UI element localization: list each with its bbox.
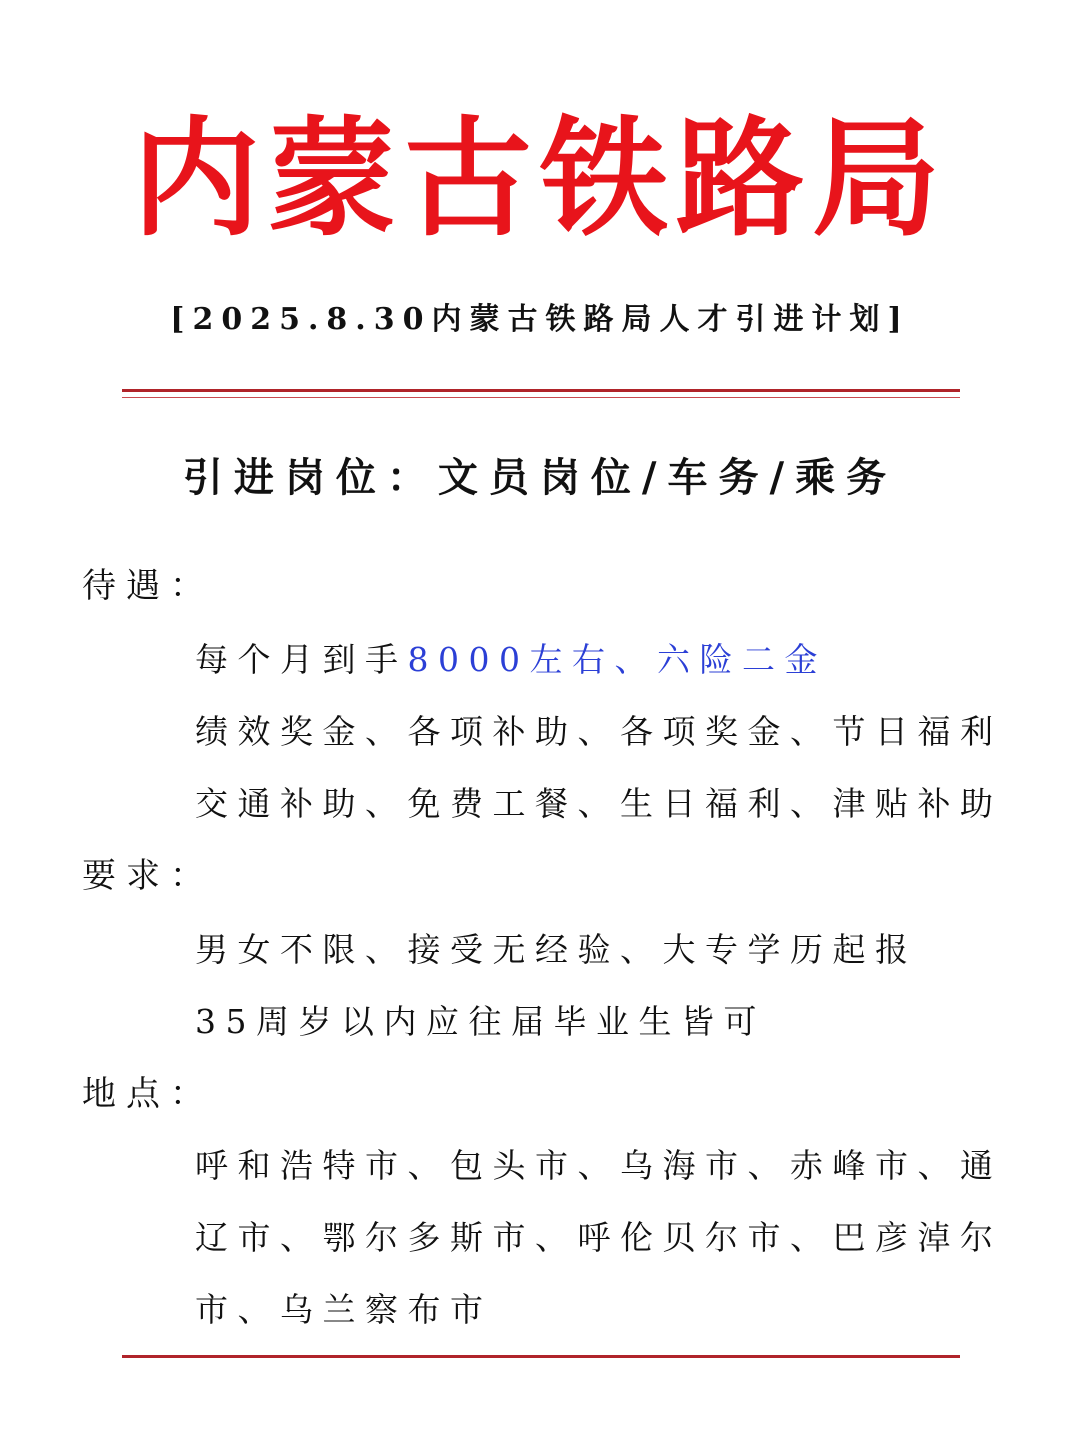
header-divider-thick	[122, 389, 960, 392]
salary-prefix: 每个月到手	[195, 640, 408, 679]
requirements-label: 要求：	[82, 856, 214, 896]
salary-line	[195, 635, 827, 685]
benefits-line: 交通补助、免费工餐、生日福利、津贴补助	[195, 784, 1003, 823]
footer-divider	[122, 1355, 960, 1358]
requirements-line: 男女不限、接受无经验、大专学历起报	[195, 930, 918, 969]
salary-highlight: 8000左右、六险二金	[407, 640, 827, 679]
page-title: 内蒙古铁路局	[131, 105, 948, 254]
benefits-line: 绩效奖金、各项补助、各项奖金、节日福利	[195, 712, 1003, 751]
header-divider-thin	[122, 397, 960, 398]
location-line: 辽市、鄂尔多斯市、呼伦贝尔市、巴彦淖尔	[195, 1218, 1003, 1257]
plan-subtitle: [2025.8.30内蒙古铁路局人才引进计划]	[170, 302, 910, 337]
requirements-line: 35周岁以内应往届毕业生皆可	[195, 1002, 766, 1041]
location-label: 地点：	[82, 1074, 214, 1114]
location-line: 市、乌兰察布市	[195, 1290, 493, 1329]
benefits-label: 待遇：	[82, 566, 214, 606]
positions-heading: 引进岗位：文员岗位/车务/乘务	[182, 454, 898, 501]
location-line: 呼和浩特市、包头市、乌海市、赤峰市、通	[195, 1146, 1003, 1185]
